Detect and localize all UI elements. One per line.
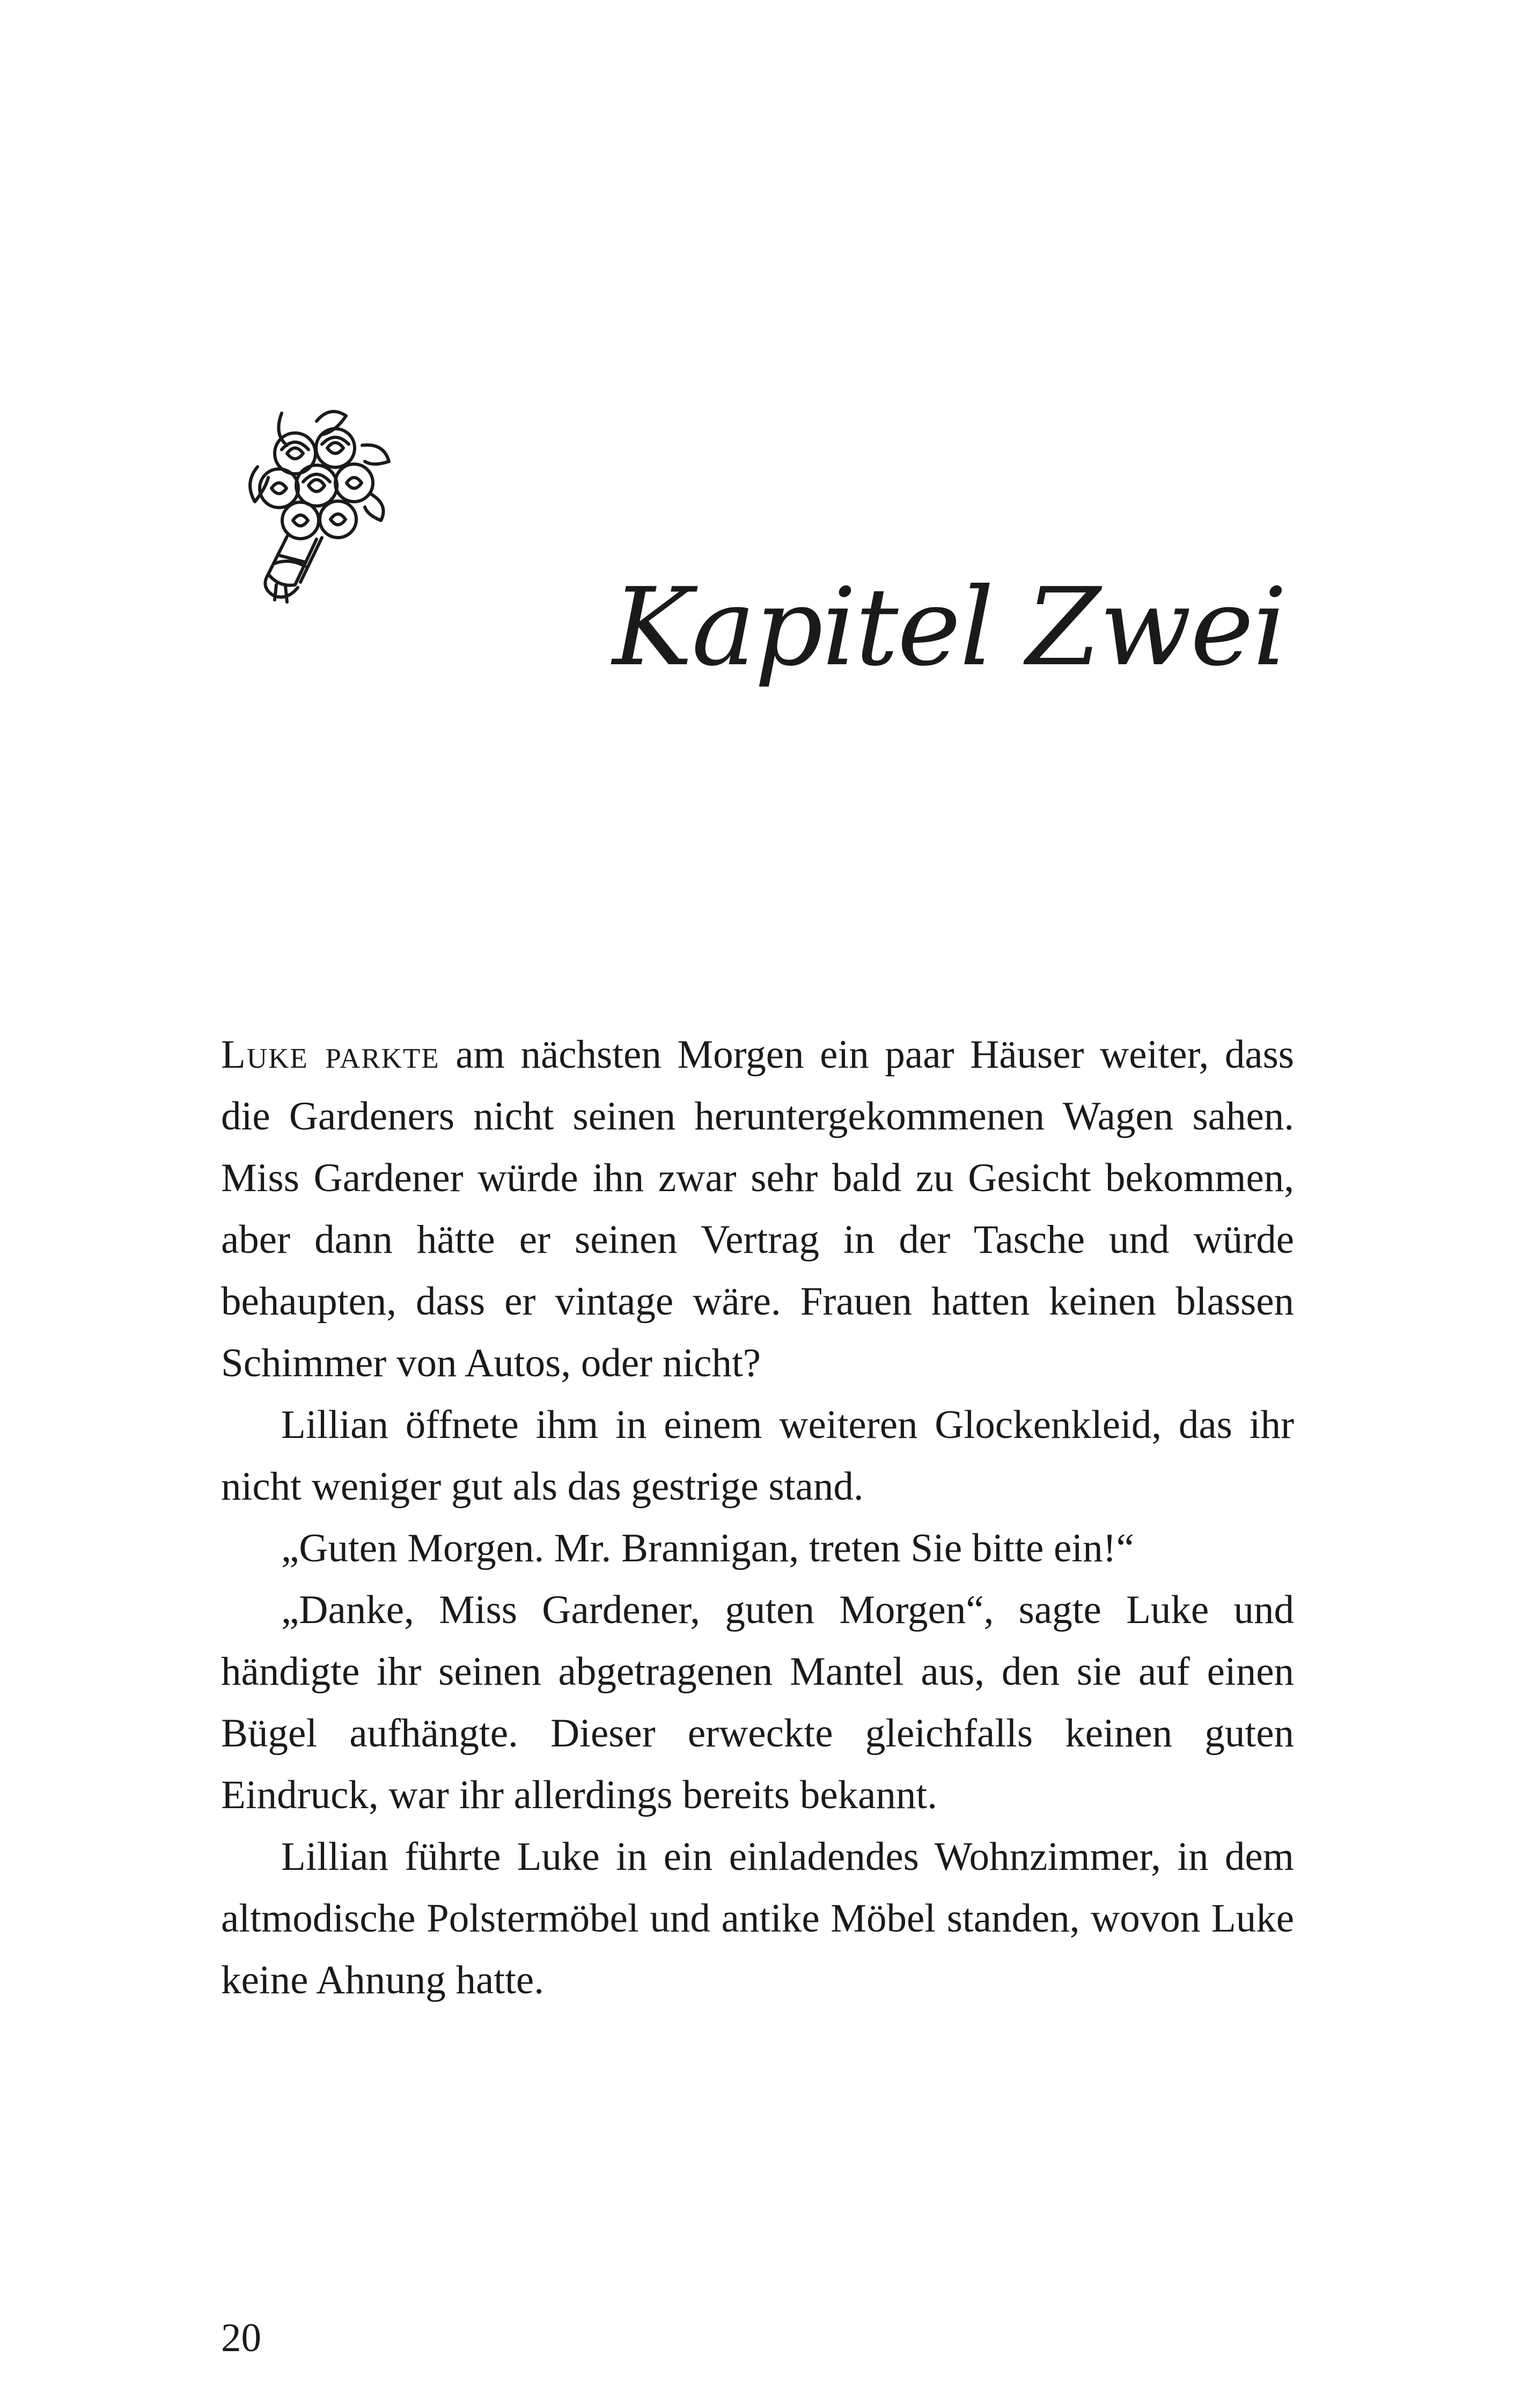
paragraph-3: „Guten Morgen. Mr. Brannigan, treten Sie bitte ein!“ — [281, 1526, 1134, 1570]
paragraph-2: Lillian öffnete ihm in einem weiteren Glockenkleid, das ihr nicht weniger gut als das gestrige stand. — [221, 1403, 1294, 1509]
chapter-title: Kapitel Zwei — [612, 565, 1286, 690]
paragraph-1 — [221, 1024, 1294, 1394]
paragraph-lead-in: Luke parkte — [221, 1032, 440, 1077]
paragraph-5: Lillian führte Luke in ein einladendes Wohnzimmer, in dem altmodische Polstermöbel und antike Möbel standen, wovon Luke keine Ahnung hatte. — [221, 1834, 1294, 2002]
paragraph-1-text: am nächsten Morgen ein paar Häuser weiter, dass die Gardeners nicht seinen heruntergekommenen Wagen sahen. Miss Gardener würde ihn zwar sehr bald zu Gesicht bekommen, aber dann hätte er seinen Vertrag in der Tasche und würde behaupten, dass er vintage wäre. Frauen hatten keinen blassen Schimmer von Autos, oder nicht? — [221, 1032, 1294, 1385]
rose-bouquet-icon — [236, 402, 397, 606]
chapter-body — [221, 1024, 1294, 2011]
page-number: 20 — [221, 2316, 261, 2360]
paragraph-4: „Danke, Miss Gardener, guten Morgen“, sagte Luke und händigte ihr seinen abgetragenen Mantel aus, den sie auf einen Bügel aufhängte. Dieser erweckte gleichfalls keinen guten Eindruck, war ihr allerdings bereits bekannt. — [221, 1588, 1294, 1817]
